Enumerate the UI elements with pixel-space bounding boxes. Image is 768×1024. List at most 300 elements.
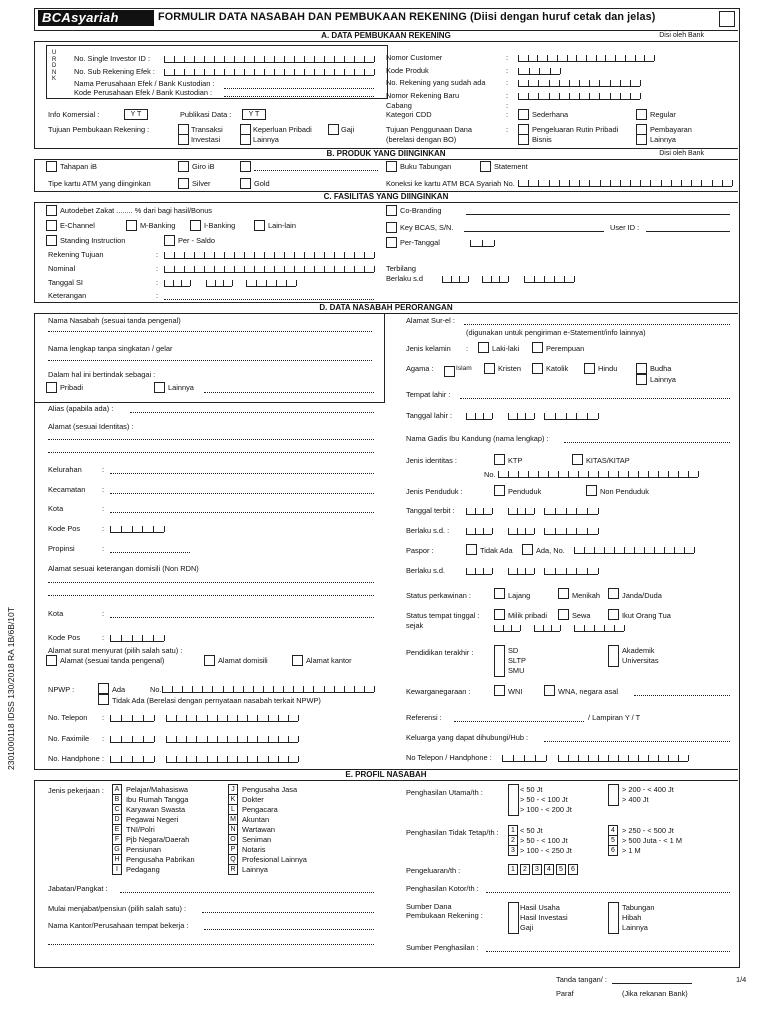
penduduk-label: Penduduk [508, 487, 542, 496]
berlaku-sd2-year[interactable] [544, 564, 598, 575]
tujuan-investasi-checkbox[interactable] [178, 134, 189, 145]
wni-label: WNI [508, 687, 523, 696]
berlaku-sd2-label: Berlaku s.d. [406, 566, 446, 575]
kota-field[interactable] [110, 512, 374, 513]
handphone-number-input[interactable] [166, 752, 298, 763]
surat-pengenal-checkbox[interactable] [46, 655, 57, 666]
tetap-label-2: > 50 - < 100 Jt [520, 836, 568, 845]
job-letter-l[interactable]: L [228, 804, 238, 815]
job-letter-o[interactable]: O [228, 834, 238, 845]
paspor-ada-label: Ada, No. [536, 546, 565, 555]
janda-duda-label: Janda/Duda [622, 591, 662, 600]
label-cabang: Cabang [386, 101, 412, 110]
tujuan-gaji-checkbox[interactable] [328, 124, 339, 135]
kota2-field[interactable] [110, 617, 374, 618]
label-info-komersial: Info Komersial : [48, 110, 100, 119]
job-label-a: Pelajar/Mahasiswa [126, 785, 189, 794]
kantor-field[interactable] [204, 929, 374, 930]
section-a-note: Disi oleh Bank [659, 32, 704, 39]
tujuan-gaji-label: Gaji [341, 125, 355, 134]
ikut-orang-tua-checkbox[interactable] [608, 609, 619, 620]
job-letter-g[interactable]: G [112, 844, 122, 855]
npwp-tidak-ada-checkbox[interactable] [98, 694, 109, 705]
info-komersial-yt[interactable]: Y T [124, 109, 148, 120]
kecamatan-label: Kecamatan [48, 485, 86, 494]
surat-kantor-label: Alamat kantor [306, 656, 352, 665]
echannel-label: E-Channel [60, 221, 95, 230]
wni-checkbox[interactable] [494, 685, 505, 696]
koneksi-atm-input[interactable] [518, 176, 732, 187]
nominal-input[interactable] [164, 262, 374, 273]
penduduk-checkbox[interactable] [494, 485, 505, 496]
mulai-field[interactable] [202, 912, 374, 913]
cdd-regular-checkbox[interactable] [636, 109, 647, 120]
utama-opt-3: > 100 - < 200 Jt [520, 805, 572, 814]
sumber-penghasilan-field[interactable] [486, 951, 730, 952]
job-label-l: Pengacara [242, 805, 278, 814]
sumber-opt-1: Hasil Usaha [520, 903, 560, 912]
persaldo-checkbox[interactable] [164, 235, 175, 246]
label-rekening-ada: No. Rekening yang sudah ada [386, 78, 486, 87]
tujuan-transaksi-label: Transaksi [191, 125, 223, 134]
gadis-label: Nama Gadis Ibu Kandung (nama lengkap) : [406, 434, 549, 443]
corner-box [719, 11, 735, 27]
kode-perusahaan-field[interactable] [224, 96, 374, 97]
kantor-label: Nama Kantor/Perusahaan tempat bekerja : [48, 921, 189, 930]
nama-lengkap-label: Nama lengkap tanpa singkatan / gelar [48, 344, 173, 353]
cobranding-checkbox[interactable] [386, 205, 397, 216]
giro-ib-label: Giro iB [192, 162, 215, 171]
bertindak-lainnya-field[interactable] [204, 392, 374, 393]
agama-hindu-checkbox[interactable] [584, 363, 595, 374]
jabatan-label: Jabatan/Pangkat : [48, 884, 108, 893]
surat-kantor-checkbox[interactable] [292, 655, 303, 666]
user-id-label: User ID : [610, 223, 640, 232]
surat-pengenal-label: Alamat (sesuai tanda pengenal) [60, 656, 165, 665]
alias-field[interactable] [130, 412, 374, 413]
nomor-customer-input[interactable] [518, 51, 654, 62]
per-tanggal-checkbox[interactable] [386, 237, 397, 248]
sumber-penghasilan-label: Sumber Penghasilan : [406, 943, 479, 952]
job-letter-h[interactable]: H [112, 854, 122, 865]
agama-kristen-label: Kristen [498, 364, 522, 373]
surel-field[interactable] [464, 324, 730, 325]
non-penduduk-checkbox[interactable] [586, 485, 597, 496]
label-sub-rekening: No. Sub Rekening Efek : [74, 67, 155, 76]
status-kawin-label: Status perkawinan : [406, 591, 471, 600]
buku-tabungan-label: Buku Tabungan [400, 162, 452, 171]
job-letter-f[interactable]: F [112, 834, 122, 845]
utama-opt-1: < 50 Jt [520, 785, 543, 794]
label-kategori-cdd: Kategori CDD [386, 110, 432, 119]
job-letter-m[interactable]: M [228, 814, 238, 825]
bertindak-lainnya-checkbox[interactable] [154, 382, 165, 393]
statement-checkbox[interactable] [480, 161, 491, 172]
job-label-n: Wartawan [242, 825, 275, 834]
perempuan-label: Perempuan [546, 344, 585, 353]
job-letter-i[interactable]: I [112, 864, 122, 875]
tanggal-terbit-day[interactable] [466, 504, 492, 515]
sumber-opt-6: Lainnya [622, 923, 648, 932]
user-id-field[interactable] [646, 231, 730, 232]
smu-label: SMU [508, 666, 525, 675]
propinsi-field[interactable] [110, 552, 190, 553]
alamat-label: Alamat (sesuai Identitas) : [48, 422, 134, 431]
paraf-label: Paraf [556, 989, 574, 998]
keluarga-telepon-area[interactable] [502, 751, 546, 762]
cobranding-field[interactable] [466, 214, 730, 215]
penghasilan-tetap-label: Penghasilan Tidak Tetap/th : [406, 828, 499, 837]
tanggal-terbit-month[interactable] [508, 504, 534, 515]
faximile-number-input[interactable] [166, 732, 298, 743]
rekanan-bank-label: (Jika rekanan Bank) [622, 989, 688, 998]
label-nama-perusahaan: Nama Perusahaan Efek / Bank Kustodian : [74, 79, 215, 88]
berlaku-sd-year[interactable] [544, 524, 598, 535]
standing-instruction-label: Standing Instruction [60, 236, 126, 245]
alias-label: Alias (apabila ada) : [48, 404, 114, 413]
kewarganegaraan-label: Kewarganegaraan : [406, 687, 471, 696]
tetap-box-5[interactable]: 5 [608, 835, 618, 846]
tanggal-lahir-year[interactable] [544, 409, 598, 420]
atm-gold-label: Gold [254, 179, 270, 188]
job-letter-k[interactable]: K [228, 794, 238, 805]
label-kode-perusahaan: Kode Perusahaan Efek / Bank Kustodian : [74, 88, 213, 97]
pengeluaran-box-5[interactable]: 5 [556, 864, 566, 875]
tempat-lahir-label: Tempat lahir : [406, 390, 451, 399]
buku-tabungan-checkbox[interactable] [386, 161, 397, 172]
jabatan-field[interactable] [120, 892, 374, 893]
persaldo-label: Per - Saldo [178, 236, 215, 245]
tanggal-terbit-year[interactable] [544, 504, 598, 515]
jenis-pekerjaan-label: Jenis pekerjaan : [48, 786, 104, 795]
handphone-area-input[interactable] [110, 752, 154, 763]
kecamatan-field[interactable] [110, 493, 374, 494]
page-number: 1/4 [736, 975, 747, 984]
atm-silver-checkbox[interactable] [178, 178, 189, 189]
cdd-sederhana-checkbox[interactable] [518, 109, 529, 120]
telepon-area-input[interactable] [110, 711, 154, 722]
tujuan-pribadi-label: Keperluan Pribadi [253, 125, 312, 134]
berlaku-sd-month[interactable] [508, 524, 534, 535]
pribadi-label: Pribadi [60, 383, 84, 392]
milik-pribadi-checkbox[interactable] [494, 609, 505, 620]
label-kode-produk: Kode Produk [386, 66, 429, 75]
berlaku-sd2-month[interactable] [508, 564, 534, 575]
other-product-field[interactable] [254, 170, 378, 171]
identitas-no-input[interactable] [498, 467, 698, 478]
keluarga-telepon-number[interactable] [558, 751, 688, 762]
lajang-label: Lajang [508, 591, 531, 600]
keluarga-field[interactable] [544, 741, 730, 742]
mbanking-checkbox[interactable] [126, 220, 137, 231]
bertindak-lainnya-label: Lainnya [168, 383, 194, 392]
job-letter-d[interactable]: D [112, 814, 122, 825]
jenis-kelamin-label: Jenis kelamin [406, 344, 451, 353]
rekening-baru-input[interactable] [518, 89, 640, 100]
wna-checkbox[interactable] [544, 685, 555, 696]
nama-lengkap-field[interactable] [48, 360, 372, 361]
kelurahan-field[interactable] [110, 473, 374, 474]
tahapan-ib-checkbox[interactable] [46, 161, 57, 172]
publikasi-data-yt[interactable]: Y T [242, 109, 266, 120]
tujuan-lainnya-checkbox[interactable] [240, 134, 251, 145]
autodebet-label: Autodebet Zakat ........ % dari bagi hasil/Bonus [60, 206, 213, 215]
sewa-checkbox[interactable] [558, 609, 569, 620]
surat-domisili-label: Alamat domisili [218, 656, 268, 665]
tetap-label-4: > 250 - < 500 Jt [622, 826, 674, 835]
job-letter-r[interactable]: R [228, 864, 238, 875]
kitas-label: KITAS/KITAP [586, 456, 630, 465]
cdd-regular-label: Regular [650, 110, 676, 119]
tujuan-lainnya-label: Lainnya [253, 135, 279, 144]
job-letter-p[interactable]: P [228, 844, 238, 855]
berlaku-year[interactable] [524, 272, 574, 283]
pengeluaran-label: Pengeluaran/th : [406, 866, 461, 875]
job-label-q: Profesional Lainnya [242, 855, 307, 864]
faximile-area-input[interactable] [110, 732, 154, 743]
lakilaki-checkbox[interactable] [478, 342, 489, 353]
label-rekening-baru: Nomor Rekening Baru [386, 91, 460, 100]
kode-pos-label: Kode Pos [48, 524, 81, 533]
sub-rekening-input[interactable] [164, 65, 374, 76]
sumber-opt-3: Hasil Investasi [520, 913, 568, 922]
referensi-field[interactable] [454, 721, 584, 722]
berlaku-day[interactable] [442, 272, 468, 283]
per-tanggal-label: Per-Tanggal [400, 238, 440, 247]
ibanking-label: I-Banking [204, 221, 236, 230]
agama-budha-checkbox[interactable] [636, 363, 647, 374]
section-b-header [34, 148, 738, 160]
ibanking-checkbox[interactable] [190, 220, 201, 231]
job-label-h: Pengusaha Pabrikan [126, 855, 195, 864]
sewa-label: Sewa [572, 611, 591, 620]
penggunaan-lainnya-checkbox[interactable] [636, 134, 647, 145]
sumber-box-right[interactable] [608, 902, 619, 934]
keterangan-field[interactable] [164, 299, 374, 300]
menikah-label: Menikah [572, 591, 600, 600]
penggunaan-lainnya-label: Lainnya [650, 135, 676, 144]
surel-label: Alamat Sur-el : [406, 316, 455, 325]
key-bcas-checkbox[interactable] [386, 222, 397, 233]
sumber-opt-2: Tabungan [622, 903, 655, 912]
ktp-checkbox[interactable] [494, 454, 505, 465]
utama-box-right[interactable] [608, 784, 619, 806]
label-publikasi-data: Publikasi Data : [180, 110, 232, 119]
job-label-o: Seniman [242, 835, 272, 844]
job-letter-c[interactable]: C [112, 804, 122, 815]
other-product-checkbox[interactable] [240, 161, 251, 172]
jenis-identitas-label: Jenis identitas : [406, 456, 457, 465]
utama-box-left[interactable] [508, 784, 519, 816]
tetap-box-6[interactable]: 6 [608, 845, 618, 856]
job-label-j: Pengusaha Jasa [242, 785, 298, 794]
job-letter-e[interactable]: E [112, 824, 122, 835]
nama-nasabah-field[interactable] [48, 331, 372, 332]
berlaku-month[interactable] [482, 272, 508, 283]
domisili-field-1[interactable] [48, 582, 374, 583]
kantor-field-2[interactable] [48, 944, 374, 945]
section-b-title: B. PRODUK YANG DIINGINKAN [326, 149, 446, 158]
pendidikan-box-left[interactable] [494, 645, 505, 677]
kode-pos2-input[interactable] [110, 631, 164, 642]
pengeluaran-box-3[interactable]: 3 [532, 864, 542, 875]
pribadi-checkbox[interactable] [46, 382, 57, 393]
sejak-day[interactable] [494, 621, 520, 632]
non-penduduk-label: Non Penduduk [600, 487, 649, 496]
nominal-label: Nominal [48, 264, 76, 273]
tanggal-si-year[interactable] [246, 276, 296, 287]
lajang-checkbox[interactable] [494, 588, 505, 599]
identitas-no-label: No. [484, 470, 496, 479]
nama-nasabah-label: Nama Nasabah (sesuai tanda pengenal) [48, 316, 181, 325]
giro-ib-checkbox[interactable] [178, 161, 189, 172]
alamat-field-1[interactable] [48, 439, 374, 440]
job-label-p: Notaris [242, 845, 266, 854]
tetap-box-2[interactable]: 2 [508, 835, 518, 846]
npwp-ada-checkbox[interactable] [98, 683, 109, 694]
lainlain-label: Lain-lain [268, 221, 296, 230]
npwp-input[interactable] [162, 682, 374, 693]
kelurahan-label: Kelurahan [48, 465, 82, 474]
agama-label: Agama : [406, 364, 434, 373]
mulai-label: Mulai menjabat/pensiun (pilih salah satu) : [48, 904, 187, 913]
section-c-title: C. FASILITAS YANG DIINGINKAN [323, 192, 449, 201]
nama-perusahaan-field[interactable] [224, 88, 374, 89]
job-letter-j[interactable]: J [228, 784, 238, 795]
sumber-opt-5: Gaji [520, 923, 534, 932]
job-letter-b[interactable]: B [112, 794, 122, 805]
berlaku-sd2-day[interactable] [466, 564, 492, 575]
ikut-orang-tua-label: Ikut Orang Tua [622, 611, 671, 620]
universitas-label: Universitas [622, 656, 659, 665]
job-label-b: Ibu Rumah Tangga [126, 795, 189, 804]
penghasilan-kotor-field[interactable] [486, 892, 730, 893]
agama-katolik-label: Katolik [546, 364, 569, 373]
pengeluaran-box-4[interactable]: 4 [544, 864, 554, 875]
job-label-i: Pedagang [126, 865, 160, 874]
section-d-title: D. DATA NASABAH PERORANGAN [319, 303, 453, 312]
kode-produk-input[interactable] [518, 64, 560, 75]
janda-duda-checkbox[interactable] [608, 588, 619, 599]
atm-silver-label: Silver [192, 179, 211, 188]
agama-katolik-checkbox[interactable] [532, 363, 543, 374]
section-a-header [34, 30, 738, 42]
telepon-hp-label: No Telepon / Handphone : [406, 753, 492, 762]
atm-type-label: Tipe kartu ATM yang diinginkan [48, 179, 151, 188]
rekening-ada-input[interactable] [518, 76, 640, 87]
dalam-hal-label: Dalam hal ini bertindak sebagai : [48, 370, 156, 379]
tanda-tangan-field[interactable] [612, 983, 692, 984]
pengeluaran-box-1[interactable]: 1 [508, 864, 518, 875]
job-letter-n[interactable]: N [228, 824, 238, 835]
job-label-m: Akuntan [242, 815, 270, 824]
paspor-no-input[interactable] [574, 543, 694, 554]
atm-gold-checkbox[interactable] [240, 178, 251, 189]
per-tanggal-input[interactable] [470, 236, 494, 247]
tanggal-si-month[interactable] [206, 276, 232, 287]
cobranding-label: Co-Branding [400, 206, 442, 215]
label-sid: No. Single Investor ID : [74, 54, 150, 63]
negara-asal-field[interactable] [634, 695, 730, 696]
section-c-header [34, 191, 738, 203]
paspor-tidak-ada-checkbox[interactable] [466, 544, 477, 555]
tetap-box-1[interactable]: 1 [508, 825, 518, 836]
sumber-box-left[interactable] [508, 902, 519, 934]
penggunaan-rutin-label: Pengeluaran Rutin Pribadi [532, 125, 619, 134]
tanggal-terbit-label: Tanggal terbit : [406, 506, 455, 515]
ktp-label: KTP [508, 456, 523, 465]
tempat-lahir-field[interactable] [460, 398, 730, 399]
wna-label: WNA, negara asal [558, 687, 618, 696]
mbanking-label: M-Banking [140, 221, 176, 230]
key-bcas-field[interactable] [464, 231, 604, 232]
menikah-checkbox[interactable] [558, 588, 569, 599]
utama-opt-2: > 50 - < 100 Jt [520, 795, 568, 804]
penggunaan-bisnis-checkbox[interactable] [518, 134, 529, 145]
job-letter-a[interactable]: A [112, 784, 122, 795]
faximile-label: No. Faximile [48, 734, 90, 743]
alamat-field-2[interactable] [48, 452, 374, 453]
kode-pos-input[interactable] [110, 522, 164, 533]
domisili-field-2[interactable] [48, 595, 374, 596]
surat-domisili-checkbox[interactable] [204, 655, 215, 666]
job-letter-q[interactable]: Q [228, 854, 238, 865]
agama-lainnya-checkbox[interactable] [636, 374, 647, 385]
agama-kristen-checkbox[interactable] [484, 363, 495, 374]
pengeluaran-box-6[interactable]: 6 [568, 864, 578, 875]
tanggal-lahir-day[interactable] [466, 409, 492, 420]
gadis-field[interactable] [564, 442, 730, 443]
npwp-label: NPWP : [48, 685, 75, 694]
rekening-tujuan-input[interactable] [164, 248, 374, 259]
paspor-ada-checkbox[interactable] [522, 544, 533, 555]
paspor-tidak-ada-label: Tidak Ada [480, 546, 513, 555]
tanggal-si-day[interactable] [164, 276, 190, 287]
sltp-label: SLTP [508, 656, 526, 665]
sumber-dana-label: Sumber Dana [406, 902, 452, 911]
tanggal-si-label: Tanggal SI [48, 278, 83, 287]
sejak-year[interactable] [574, 621, 624, 632]
kota2-label: Kota [48, 609, 64, 618]
berlaku-sd-day[interactable] [466, 524, 492, 535]
perempuan-checkbox[interactable] [532, 342, 543, 353]
lampiran-label: / Lampiran Y / T [588, 713, 641, 722]
standing-instruction-checkbox[interactable] [46, 235, 57, 246]
tetap-box-3[interactable]: 3 [508, 845, 518, 856]
echannel-checkbox[interactable] [46, 220, 57, 231]
pengeluaran-box-2[interactable]: 2 [520, 864, 530, 875]
autodebet-checkbox[interactable] [46, 205, 57, 216]
penghasilan-kotor-label: Penghasilan Kotor/th : [406, 884, 479, 893]
surat-label: Alamat surat menyurat (pilih salah satu) : [48, 646, 183, 655]
telepon-number-input[interactable] [166, 711, 298, 722]
statement-label: Statement [494, 162, 528, 171]
tetap-box-4[interactable]: 4 [608, 825, 618, 836]
kitas-checkbox[interactable] [572, 454, 583, 465]
sd-label: SD [508, 646, 519, 655]
section-b-note: Disi oleh Bank [659, 150, 704, 157]
jenis-penduduk-label: Jenis Penduduk : [406, 487, 463, 496]
lainlain-checkbox[interactable] [254, 220, 265, 231]
pendidikan-box-right[interactable] [608, 645, 619, 667]
sid-input[interactable] [164, 52, 374, 63]
side-form-code: 2301000118 IDSS 130/2018 RA 1B/6B/10T [6, 607, 16, 770]
job-label-r: Lainnya [242, 865, 268, 874]
tetap-label-1: < 50 Jt [520, 826, 543, 835]
agama-islam-checkbox[interactable] [444, 366, 455, 377]
sejak-month[interactable] [534, 621, 560, 632]
tanggal-lahir-month[interactable] [508, 409, 534, 420]
